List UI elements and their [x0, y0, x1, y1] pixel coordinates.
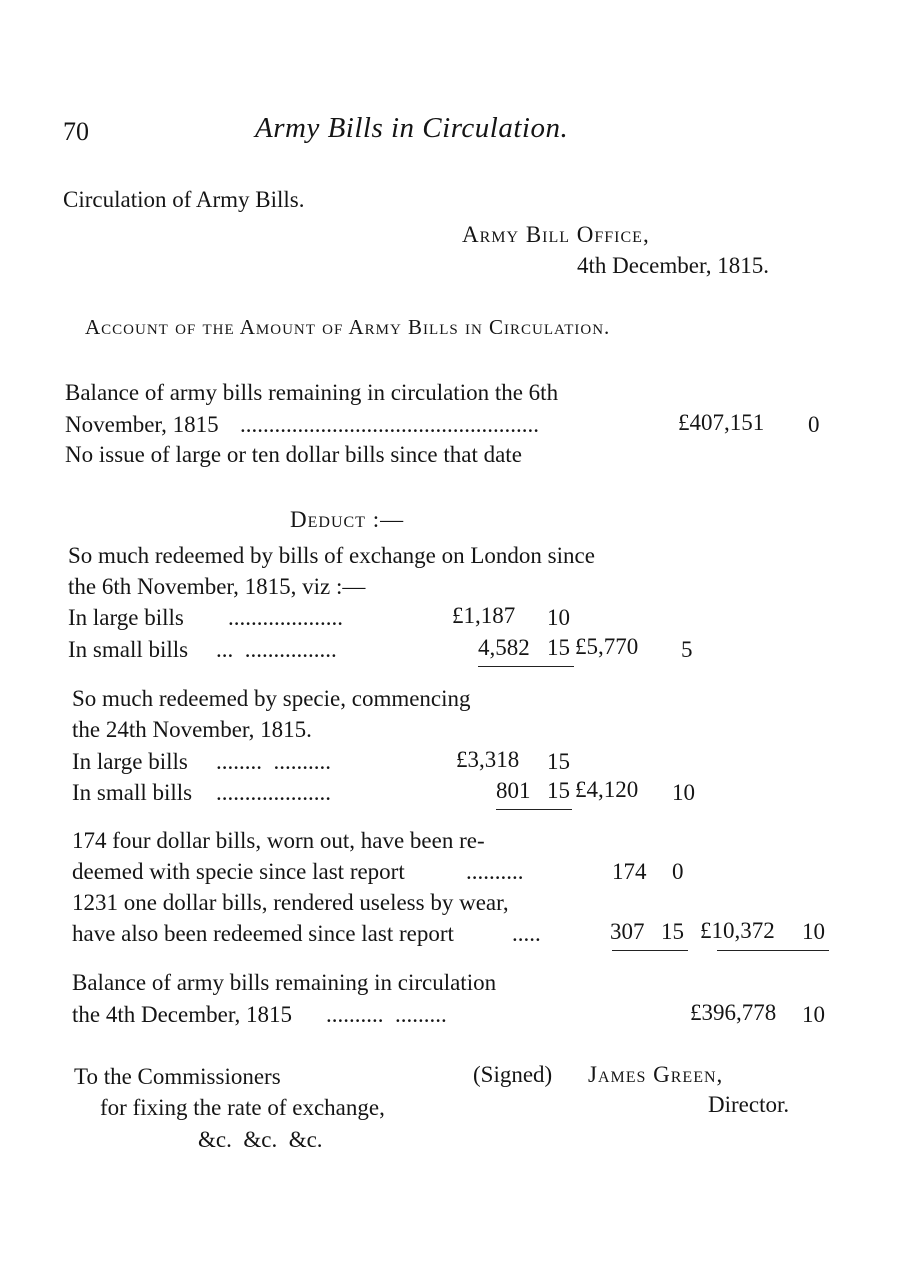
four-dollar-shillings: 0: [672, 859, 684, 884]
signatory-name: James Green,: [588, 1062, 724, 1087]
specie-total-shillings: 10: [672, 780, 695, 805]
specie-large-amount: £3,318: [456, 747, 520, 772]
opening-balance-shillings: 0: [808, 412, 820, 437]
addressee-line1: To the Commissioners: [74, 1064, 281, 1089]
closing-balance-line2: the 4th December, 1815: [72, 1002, 293, 1027]
exchange-large-shillings: 10: [547, 605, 570, 630]
exchange-small-shillings: 15: [547, 635, 570, 660]
addressee-line3: &c. &c. &c.: [198, 1127, 323, 1152]
exchange-large-amount: £1,187: [452, 603, 516, 628]
no-issue-note: No issue of large or ten dollar bills since that date: [65, 442, 522, 467]
signed-label: (Signed): [473, 1062, 553, 1087]
leader-dots: .....: [512, 921, 541, 946]
specie-line1: So much redeemed by specie, commencing: [72, 686, 471, 711]
four-dollar-line1: 174 four dollar bills, worn out, have been re-: [72, 828, 485, 853]
account-title: Account of the Amount of Army Bills in Circulation.: [85, 315, 611, 339]
addressee-line2: for fixing the rate of exchange,: [100, 1095, 385, 1120]
leader-dots: ..........: [466, 859, 524, 884]
leader-dots: ........ ..........: [216, 749, 331, 774]
deductions-total-shillings: 10: [802, 919, 825, 944]
opening-balance-line2: November, 1815: [65, 412, 219, 437]
exchange-large-label: In large bills: [68, 605, 184, 630]
one-dollar-line2: have also been redeemed since last report: [72, 921, 454, 946]
leader-dots: ... ................: [216, 637, 337, 662]
four-dollar-line2: deemed with specie since last report: [72, 859, 405, 884]
exchange-total-shillings: 5: [681, 637, 693, 662]
leader-dots: .......... .........: [326, 1002, 447, 1027]
leader-dots: ....................................................: [240, 412, 539, 437]
letter-heading: Circulation of Army Bills.: [63, 187, 305, 212]
deductions-total-amount: £10,372: [700, 918, 775, 943]
subtotal-rule: [496, 809, 572, 810]
running-head: Army Bills in Circulation.: [255, 112, 569, 144]
exchange-small-amount: 4,582: [478, 635, 530, 660]
one-dollar-line1: 1231 one dollar bills, rendered useless by wear,: [72, 890, 509, 915]
leader-dots: ....................: [216, 780, 331, 805]
exchange-line2: the 6th November, 1815, viz :—: [68, 574, 366, 599]
specie-large-label: In large bills: [72, 749, 188, 774]
exchange-small-label: In small bills: [68, 637, 189, 662]
deduct-heading: Deduct :—: [290, 507, 405, 532]
specie-large-shillings: 15: [547, 749, 570, 774]
closing-balance-line1: Balance of army bills remaining in circulation: [72, 970, 497, 995]
opening-balance-pounds: £407,151: [678, 410, 765, 435]
specie-line2: the 24th November, 1815.: [72, 717, 312, 742]
exchange-line1: So much redeemed by bills of exchange on London since: [68, 543, 595, 568]
specie-small-shillings: 15: [547, 778, 570, 803]
subtotal-rule: [612, 950, 688, 951]
leader-dots: ....................: [228, 605, 343, 630]
specie-small-amount: 801: [496, 778, 531, 803]
specie-small-label: In small bills: [72, 780, 193, 805]
letter-date: 4th December, 1815.: [577, 253, 769, 278]
one-dollar-shillings: 15: [661, 919, 684, 944]
closing-balance-amount: £396,778: [690, 1000, 777, 1025]
opening-balance-line1: Balance of army bills remaining in circulation the 6th: [65, 380, 559, 405]
page-number: 70: [63, 117, 89, 146]
total-rule: [717, 950, 829, 951]
closing-balance-shillings: 10: [802, 1002, 825, 1027]
exchange-total-amount: £5,770: [575, 634, 639, 659]
one-dollar-amount: 307: [610, 919, 645, 944]
signatory-title: Director.: [708, 1092, 790, 1117]
four-dollar-amount: 174: [612, 859, 647, 884]
specie-total-amount: £4,120: [575, 777, 639, 802]
office-name: Army Bill Office,: [462, 222, 650, 247]
subtotal-rule: [478, 666, 574, 667]
